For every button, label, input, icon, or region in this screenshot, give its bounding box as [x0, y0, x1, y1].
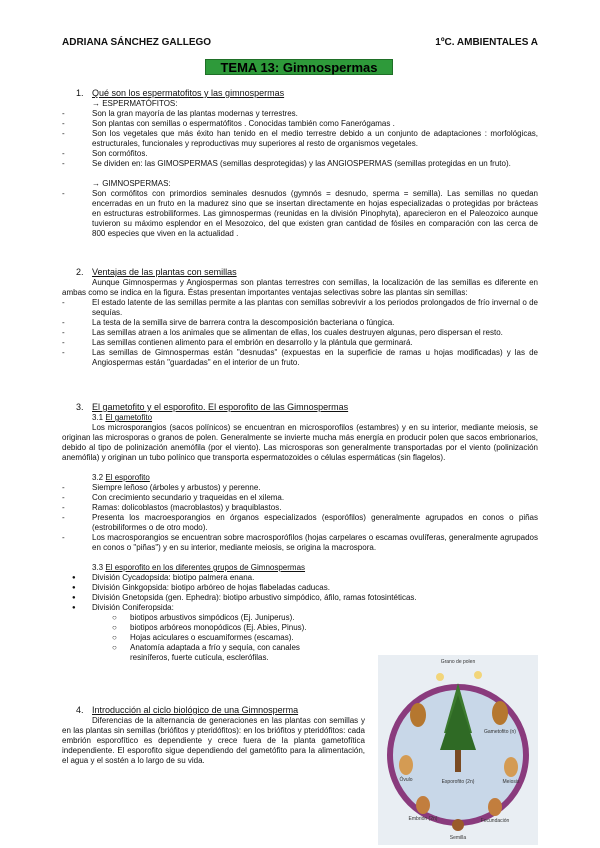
list-item: - Son la gran mayoría de las plantas modernas y terrestres. [62, 109, 538, 119]
list-item: - La testa de la semilla sirve de barrera contra la descomposición bacteriana o fúngica. [62, 318, 538, 328]
section-ventajas [62, 267, 538, 368]
gametofito-text: Los microsporangios (sacos polínicos) se encuentran en microsporofilos (estambres) y en su interior, mediante meiosis, se originan las microsporas o granos de polen. Generalmente se invierte mucha más energía en producir polen que sacos embrionarios, debido al tipo de polinización anemófila (por el viento). Las microsporas son generalmente transportadas por el viento (polinización anemófila) y originan un tubo polínico que transporta espermatozoides o células espermáticas (sin flagelos). [62, 423, 538, 462]
seed-stage [452, 819, 464, 831]
author-name: ADRIANA SÁNCHEZ GALLEGO [62, 37, 212, 48]
section-gametofito-esporofito [62, 402, 538, 663]
list-item: - Ramas: dolicoblastos (macroblastos) y braquiblastos. [62, 503, 538, 513]
list-item: ○ biotipos arbóreos monopódicos (Ej. Abies, Pinus). [62, 623, 332, 633]
cone-stage [410, 703, 426, 727]
list-item: - Siempre leñoso (árboles y arbustos) y perenne. [62, 483, 538, 493]
list-item: - El estado latente de las semillas permite a las plantas con semillas sobrevivir a los periodos prolongados de frío invernal o de sequías. [62, 298, 538, 318]
list-item: ● División Gnetopsida (gen. Ephedra): biotipo arbustivo simpódico, áfilo, ramas fotosintéticas. [62, 593, 538, 603]
label-ovule: Óvulo [399, 777, 413, 783]
pollen-grain [474, 671, 482, 679]
list-item: - Se dividen en: las GIMOSPERMAS (semillas desprotegidas) y las ANGIOSPERMAS (semillas protegidas en un fruto). [62, 159, 538, 169]
coniferas-list [62, 613, 332, 663]
section-heading: Introducción al ciclo biológico de una Gimnosperma [92, 705, 299, 715]
subsection-heading: El esporofito [105, 473, 150, 482]
list-item: - Los macrosporangios se encuentran sobre macrosporófilos (hojas carpelares o escamas ovulíferas, generalmente agrupados en conos o "piñas") y en su interior, mediante meiosis, se origina la macrospora. [62, 533, 538, 553]
label-gametophyte: Gametofito (n) [484, 729, 516, 735]
section-espermatofitos [62, 88, 538, 239]
label-seed: Semilla [449, 835, 467, 841]
section-heading: Ventajas de las plantas con semillas [92, 267, 237, 277]
ciclo-text: Diferencias de la alternancia de generaciones en las plantas con semillas y en las plantas sin semillas (briófitos y pteridófitos): en los briófitos y pteridófitos: cada embrión esporofítico es dependiente y crece fuera de la planta gametofítica independiente. El esporofito sigue dependiendo del gametófito para la alimentación, el agua y el sostén a lo largo de su vida. [62, 716, 365, 765]
page-header [62, 38, 538, 50]
section-heading: El gametofito y el esporofito. El esporofito de las Gimnospermas [92, 402, 349, 412]
list-item: ○ Anatomía adaptada a frío y sequía, con canales resiníferos, fuerte cutícula, esclerófilas. [62, 643, 332, 663]
label-sporophyte: Esporofito (2n) [441, 779, 475, 785]
pollen-grain [436, 673, 444, 681]
life-cycle-figure [378, 655, 538, 845]
section-number: 4. [76, 705, 84, 715]
course-label: 1ºC. AMBIENTALES A [435, 37, 538, 48]
fertilization-stage [488, 798, 502, 816]
page-title: TEMA 13: Gimnospermas [205, 59, 393, 75]
list-item: ○ Hojas aciculares o escuamiformes (escamas). [62, 633, 332, 643]
list-item: - Son cormófitos. [62, 149, 538, 159]
list-item: - Presenta los macroesporangios en órganos especializados (esporófilos) generalmente agrupados en conos o piñas (estrobiliformes o de otro modo). [62, 513, 538, 533]
groups-list [62, 573, 538, 613]
subsection-number: 3.1 [92, 413, 104, 422]
list-item: ● División Ginkgopsida: biotipo arbóreo de hojas flabeladas caducas. [62, 583, 538, 593]
list-item: ● División Coniferopsida: [62, 603, 538, 613]
label-embryo: Embrión (2n) [408, 816, 438, 822]
label-meiosis: Meiosis [502, 779, 520, 785]
cone-stage [492, 701, 508, 725]
section-heading: Qué son los espermatofitos y las gimnospermas [92, 88, 285, 98]
list-item: - Las semillas contienen alimento para el embrión en desarrollo y la plántula que germinará. [62, 338, 538, 348]
section-number: 3. [76, 402, 84, 412]
tree-trunk [455, 750, 461, 772]
section-ciclo-biologico [62, 705, 365, 766]
list-item: - Son plantas con semillas o espermatófitos . Conocidas también como Fanerógamas . [62, 119, 538, 129]
ventajas-list [62, 298, 538, 368]
list-item: - Las semillas de Gimnospermas están "desnudas" (expuestas en la superficie de ramas u hojas modificadas) y las de Angiospermas están "guardadas" en el interior de un fruto. [62, 348, 538, 368]
gimnospermas-list [62, 189, 538, 239]
label-fertilization: Fecundación [480, 818, 510, 824]
list-item: ● División Cycadopsida: biotipo palmera enana. [62, 573, 538, 583]
embryo-stage [416, 796, 430, 814]
pollen-stage [504, 757, 518, 777]
label-pollen: Grano de polen [440, 659, 476, 665]
life-cycle-diagram [378, 655, 538, 845]
list-item: - Las semillas atraen a los animales que se alimentan de ellas, los cuales destruyen algunas, pero dispersan el resto. [62, 328, 538, 338]
espermatofitos-list [62, 109, 538, 169]
ovule-stage [399, 755, 413, 775]
subheading-gimnospermas: → GIMNOSPERMAS: [92, 179, 171, 188]
list-item: - Son los vegetales que más éxito han tenido en el medio terrestre debido a un conjunto de adaptaciones : morfológicas, estructurales, funcionales y reproductivas muy superiores al resto de organismos vegetales. [62, 129, 538, 149]
subsection-heading: El esporofito en los diferentes grupos de Gimnospermas [105, 563, 306, 572]
list-item: ○ biotipos arbustivos simpódicos (Ej. Juniperus). [62, 613, 332, 623]
subsection-heading: El gametofito [105, 413, 153, 422]
subsection-number: 3.2 [92, 473, 104, 482]
section-number: 1. [76, 88, 84, 98]
list-item: - Son cormófitos con primordios seminales desnudos (gymnós = desnudo, sperma = semilla). Las semillas no quedan encerradas en un fruto en la madurez sino que se insertan directamente en hojas especializadas o protegidas por brácteas en estructuras estrobiliformes. Las gimnospermas (reunidas en la división Pinophyta), aparecieron en el Paleozoico aunque tuvieron su máximo esplendor en el Mesozoico, del que existen gran cantidad de fósiles en comparación con las cerca de 800 especies que viven en la actualidad . [62, 189, 538, 239]
list-item: - Con crecimiento secundario y traqueidas en el xilema. [62, 493, 538, 503]
section-number: 2. [76, 267, 84, 277]
subheading-espermatofitos: → ESPERMATÓFITOS: [92, 99, 178, 108]
esporofito-list [62, 483, 538, 553]
section-intro: Aunque Gimnospermas y Angiospermas son plantas terrestres con semillas, la localización de las semillas es diferente en ambas como se indica en la figura. Éstas presentan importantes ventajas selectivas sobre las plantas sin semillas: [62, 278, 538, 297]
subsection-number: 3.3 [92, 563, 104, 572]
